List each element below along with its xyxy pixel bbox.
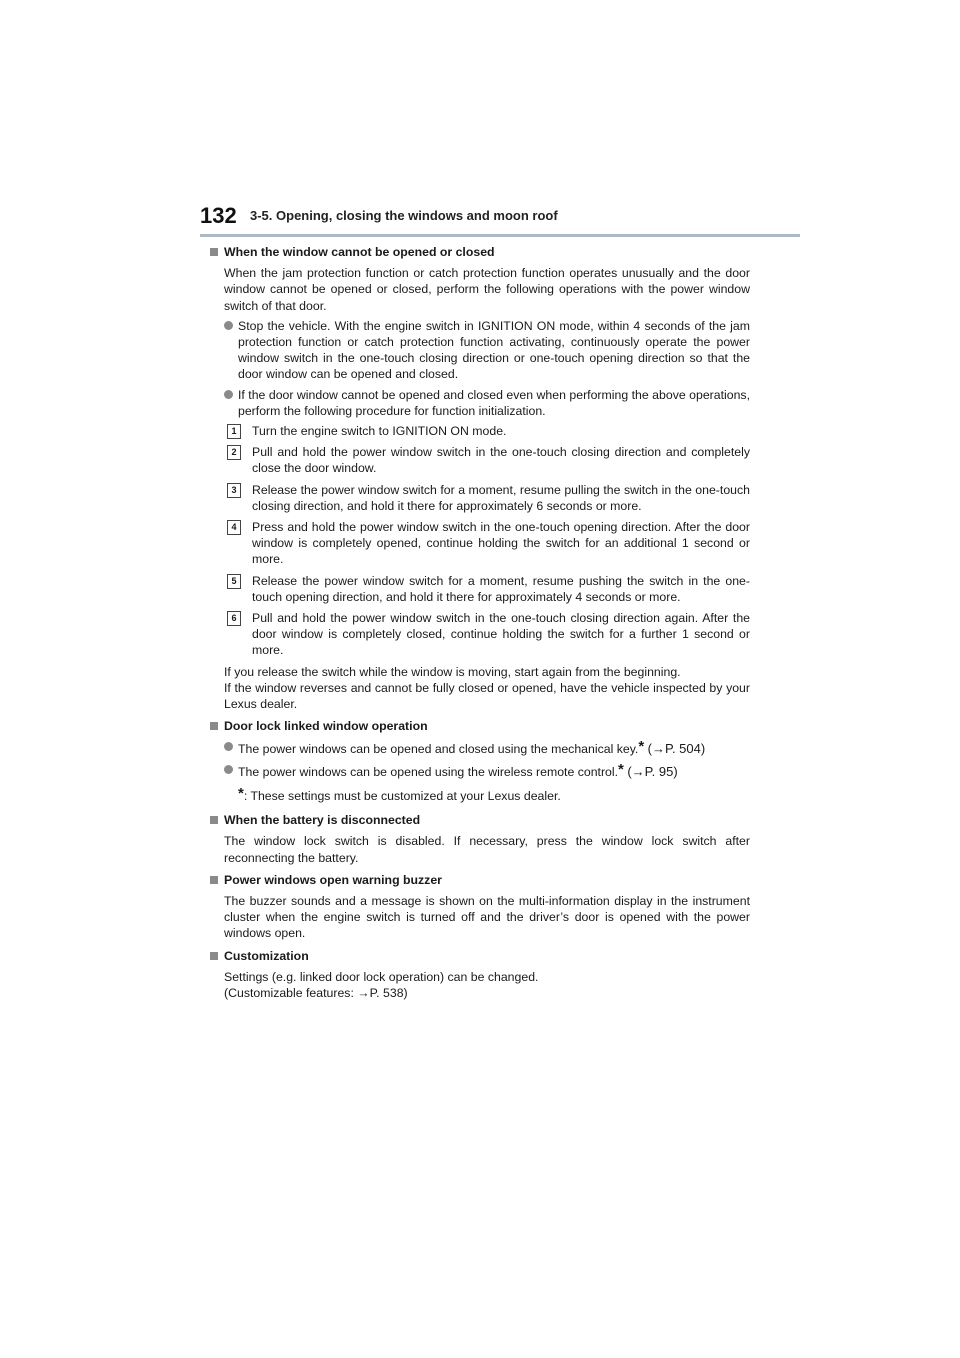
section-title: 3-5. Opening, closing the windows and moon roof bbox=[250, 208, 558, 223]
footnote: *: These settings must be customized at your Lexus dealer. bbox=[238, 784, 561, 803]
circle-bullet-icon bbox=[224, 765, 233, 774]
heading-door-lock: Door lock linked window operation bbox=[210, 718, 750, 734]
step-item: 1 Turn the engine switch to IGNITION ON mode. bbox=[210, 423, 750, 439]
heading-buzzer: Power windows open warning buzzer bbox=[210, 872, 750, 888]
step-number-icon: 1 bbox=[227, 424, 241, 439]
page-reference-link[interactable]: (→P. 95) bbox=[627, 763, 678, 779]
bullet-item: The power windows can be opened using the wireless remote control.* (→P. 95) bbox=[210, 762, 750, 780]
square-bullet-icon bbox=[210, 816, 218, 824]
step-number-icon: 5 bbox=[227, 574, 241, 589]
page-header bbox=[200, 203, 800, 237]
heading-window-cannot: When the window cannot be opened or closed bbox=[210, 244, 750, 260]
paragraph: The buzzer sounds and a message is shown on the multi-information display in the instrument cluster when the engine switch is turned off and the driver’s door is opened with the power windows open. bbox=[224, 893, 750, 941]
step-item: 4 Press and hold the power window switch in the one-touch opening direction. After the door window is completely opened, continue holding the switch for an additional 1 second or more. bbox=[210, 519, 750, 568]
bullet-item: The power windows can be opened and closed using the mechanical key.* (→P. 504) bbox=[210, 739, 750, 757]
bullet-item: Stop the vehicle. With the engine switch in IGNITION ON mode, within 4 seconds of the jam protection function or catch protection function activating, continuously operate the power window switch in the one-touch closing direction or one-touch opening direction so that the door window can be opened and closed. bbox=[210, 318, 750, 383]
step-item: 5 Release the power window switch for a moment, resume pushing the switch in the one-touch opening direction, and hold it there for approximately 4 seconds or more. bbox=[210, 573, 750, 605]
circle-bullet-icon bbox=[224, 321, 233, 330]
bullet-item: If the door window cannot be opened and closed even when performing the above operations, perform the following procedure for function initialization. bbox=[210, 387, 750, 419]
asterisk-icon: * bbox=[638, 738, 645, 756]
step-number-icon: 2 bbox=[227, 445, 241, 460]
paragraph: If the window reverses and cannot be fully closed or opened, have the vehicle inspected by your Lexus dealer. bbox=[224, 680, 750, 712]
asterisk-icon: * bbox=[618, 760, 624, 778]
step-number-icon: 4 bbox=[227, 520, 241, 535]
circle-bullet-icon bbox=[224, 742, 233, 751]
paragraph: The window lock switch is disabled. If necessary, press the window lock switch after reconnecting the battery. bbox=[224, 834, 750, 865]
square-bullet-icon bbox=[210, 248, 218, 256]
page-content bbox=[210, 244, 750, 1005]
paragraph: If you release the switch while the window is moving, start again from the beginning. bbox=[224, 664, 681, 679]
heading-customization: Customization bbox=[210, 948, 750, 964]
paragraph: When the jam protection function or catch protection function operates unusually and the door window cannot be opened or closed, perform the following operations with the power window switch of that door. bbox=[224, 266, 750, 313]
step-item: 6 Pull and hold the power window switch in the one-touch closing direction again. After the door window is completely closed, continue holding the switch for a further 1 second or more. bbox=[210, 610, 750, 659]
step-number-icon: 3 bbox=[227, 483, 241, 498]
customizable-features-link[interactable]: (Customizable features: →P. 538) bbox=[224, 985, 408, 1000]
heading-battery: When the battery is disconnected bbox=[210, 812, 750, 828]
square-bullet-icon bbox=[210, 722, 218, 730]
asterisk-icon: * bbox=[238, 784, 244, 802]
step-item: 3 Release the power window switch for a moment, resume pulling the switch in the one-touch closing direction, and hold it there for approximately 6 seconds or more. bbox=[210, 482, 750, 514]
step-number-icon: 6 bbox=[227, 611, 241, 626]
square-bullet-icon bbox=[210, 876, 218, 884]
page-number: 132 bbox=[200, 203, 237, 228]
header-rule bbox=[200, 234, 800, 237]
square-bullet-icon bbox=[210, 952, 218, 960]
page-reference-link[interactable]: (→P. 504) bbox=[647, 741, 706, 757]
paragraph: Settings (e.g. linked door lock operation) can be changed. bbox=[224, 969, 539, 984]
step-item: 2 Pull and hold the power window switch in the one-touch closing direction and completely close the door window. bbox=[210, 444, 750, 476]
circle-bullet-icon bbox=[224, 390, 233, 399]
